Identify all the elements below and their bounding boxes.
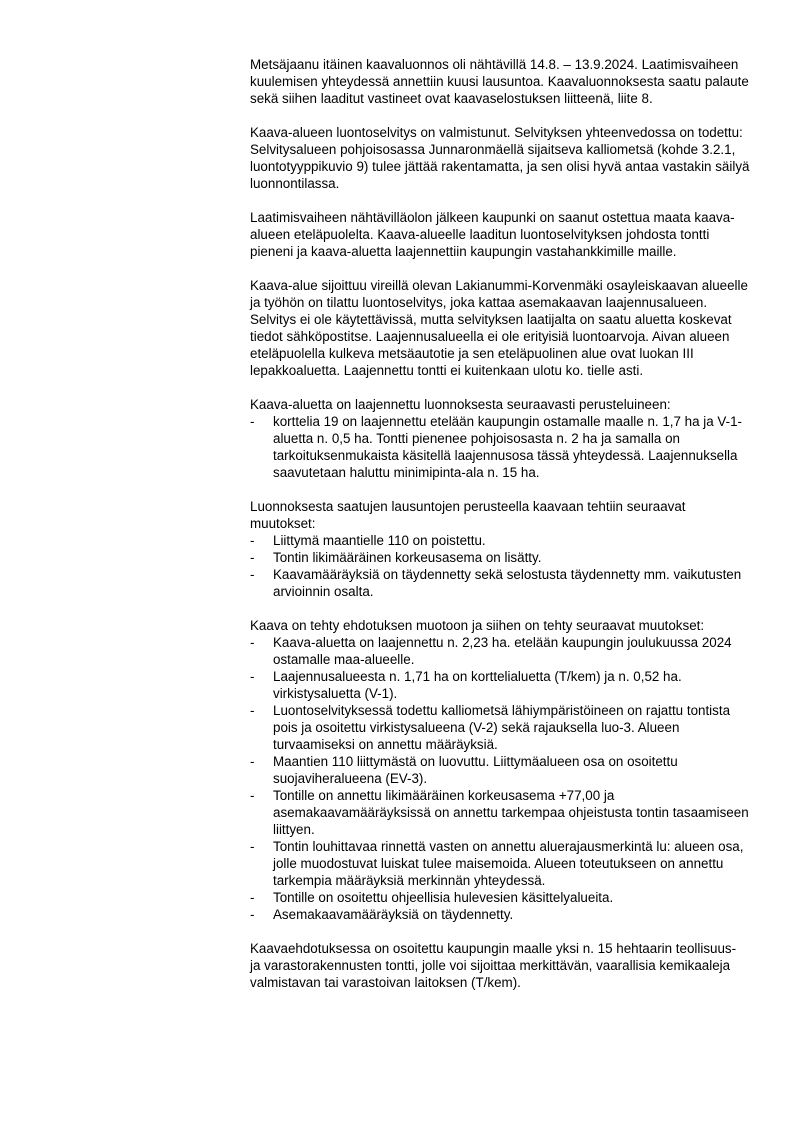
dash-list — [250, 532, 750, 600]
paragraph-master-plan: Kaava-alue sijoittuu vireillä olevan Lakianummi-Korvenmäki osayleiskaavan alueelle ja työhön on tilattu luontoselvitys, joka kattaa asemakaavan laajennusalueen. Selvitys ei ole käytettävissä, mutta selvityksen laatijalta on saatu aluetta koskevat tiedot sähköpostitse. Laajennusalueella ei ole erityisiä luontoarvoja. Aivan alueen eteläpuolella kulkeva metsäautotie ja sen eteläpuolinen alue ovat luokan III lepakkoaluetta. Laajennettu tontti ei kuitenkaan ulotu ko. tielle asti. — [250, 278, 748, 378]
list-bullet: - — [250, 567, 255, 582]
section-intro: Luonnoksesta saatujen lausuntojen perusteella kaavaan tehtiin seuraavat muutokset: — [250, 499, 686, 531]
list-item-text: korttelia 19 on laajennettu etelään kaupungin ostamalle maalle n. 1,7 ha ja V-1-aluetta n. 0,5 ha. Tontti pienenee pohjoisosasta n. 2 ha ja samalla on tarkoituksenmukaista käsitellä laajennusosa tässä yhteydessä. Laajennuksella saavutetaan haluttu minimipinta-ala n. 15 ha. — [273, 414, 742, 480]
list-bullet: - — [250, 839, 255, 854]
list-item — [250, 413, 750, 481]
paragraph-land-purchase: Laatimisvaiheen nähtävilläolon jälkeen kaupunki on saanut ostettua maata kaava-alueen eteläpuolelta. Kaava-alueelle laaditun luontoselvityksen johdosta tontti pieneni ja kaava-aluetta laajennettiin kaupungin vastahankkimille maille. — [250, 210, 735, 259]
list-item-text: Asemakaavamääräyksiä on täydennetty. — [273, 907, 514, 922]
list-item — [250, 634, 750, 668]
section-intro: Kaava on tehty ehdotuksen muotoon ja siihen on tehty seuraavat muutokset: — [250, 618, 705, 633]
paragraph-comment-period: Metsäjaanu itäinen kaavaluonnos oli nähtävillä 14.8. – 13.9.2024. Laatimisvaiheen kuulemisen yhteydessä annettiin kuusi lausuntoa. Kaavaluonnoksesta saatu palaute sekä siihen laaditut vastineet ovat kaavaselostuksen liitteenä, liite 8. — [250, 57, 749, 106]
list-item-text: Kaava-aluetta on laajennettu n. 2,23 ha. etelään kaupungin joulukuussa 2024 ostamalle maa-alueelle. — [273, 635, 732, 667]
list-bullet: - — [250, 703, 255, 718]
list-item — [250, 787, 750, 838]
list-item-text: Tontin louhittavaa rinnettä vasten on annettu aluerajausmerkintä lu: alueen osa, jolle muodostuvat luiskat tulee maisemoida. Alueen toteutukseen on annettu tarkempia määräyksiä merkinnän yhteydessä. — [273, 839, 744, 888]
dash-list — [250, 413, 750, 481]
list-bullet: - — [250, 414, 255, 429]
list-bullet: - — [250, 533, 255, 548]
list-item — [250, 753, 750, 787]
list-item — [250, 549, 750, 566]
section-area-extension — [250, 396, 750, 481]
list-item — [250, 889, 750, 906]
list-item-text: Tontille on annettu likimääräinen korkeusasema +77,00 ja asemakaavamääräyksissä on annettu tarkempaa ohjeistusta tontin tasaamiseen liittyen. — [273, 788, 749, 837]
list-item-text: Maantien 110 liittymästä on luovuttu. Liittymäalueen osa on osoitettu suojaviheralueena (EV-3). — [273, 754, 678, 786]
list-item-text: Laajennusalueesta n. 1,71 ha on korttelialuetta (T/kem) ja n. 0,52 ha. virkistysaluetta (V-1). — [273, 669, 682, 701]
list-item-text: Kaavamääräyksiä on täydennetty sekä selostusta täydennetty mm. vaikutusten arvioinnin osalta. — [273, 567, 742, 599]
document-page — [250, 56, 750, 1008]
list-item — [250, 566, 750, 600]
list-item — [250, 906, 750, 923]
list-bullet: - — [250, 669, 255, 684]
list-item-text: Luontoselvityksessä todettu kalliometsä lähiympäristöineen on rajattu tontista pois ja osoitettu virkistysalueena (V-2) sekä rajauksella luo-3. Alueen turvaamiseksi on annettu määräyksiä. — [273, 703, 731, 752]
list-bullet: - — [250, 754, 255, 769]
paragraph-nature-survey: Kaava-alueen luontoselvitys on valmistunut. Selvityksen yhteenvedossa on todettu: Selvitysalueen pohjoisosassa Junnaronmäellä sijaitseva kalliometsä (kohde 3.2.1, luontotyyppikuvio 9) tulee jättää rakentamatta, ja sen olisi hyvä antaa vastakin säilyä luonnontilassa. — [250, 125, 750, 191]
list-item — [250, 668, 750, 702]
list-item — [250, 702, 750, 753]
list-bullet: - — [250, 788, 255, 803]
list-item-text: Tontille on osoitettu ohjeellisia hulevesien käsittelyalueita. — [273, 890, 614, 905]
section-intro: Kaava-aluetta on laajennettu luonnoksesta seuraavasti perusteluineen: — [250, 397, 671, 412]
list-bullet: - — [250, 635, 255, 650]
list-bullet: - — [250, 890, 255, 905]
list-bullet: - — [250, 907, 255, 922]
list-item — [250, 532, 750, 549]
paragraph-closing: Kaavaehdotuksessa on osoitettu kaupungin maalle yksi n. 15 hehtaarin teollisuus- ja varastorakennusten tontti, jolle voi sijoittaa merkittävän, vaarallisia kemikaaleja valmistavan tai varastoivan laitoksen (T/kem). — [250, 941, 737, 990]
list-bullet: - — [250, 550, 255, 565]
dash-list — [250, 634, 750, 923]
section-proposal-changes — [250, 617, 750, 923]
list-item-text: Liittymä maantielle 110 on poistettu. — [273, 533, 486, 548]
list-item-text: Tontin likimääräinen korkeusasema on lisätty. — [273, 550, 542, 565]
list-item — [250, 838, 750, 889]
section-statement-changes — [250, 498, 750, 600]
